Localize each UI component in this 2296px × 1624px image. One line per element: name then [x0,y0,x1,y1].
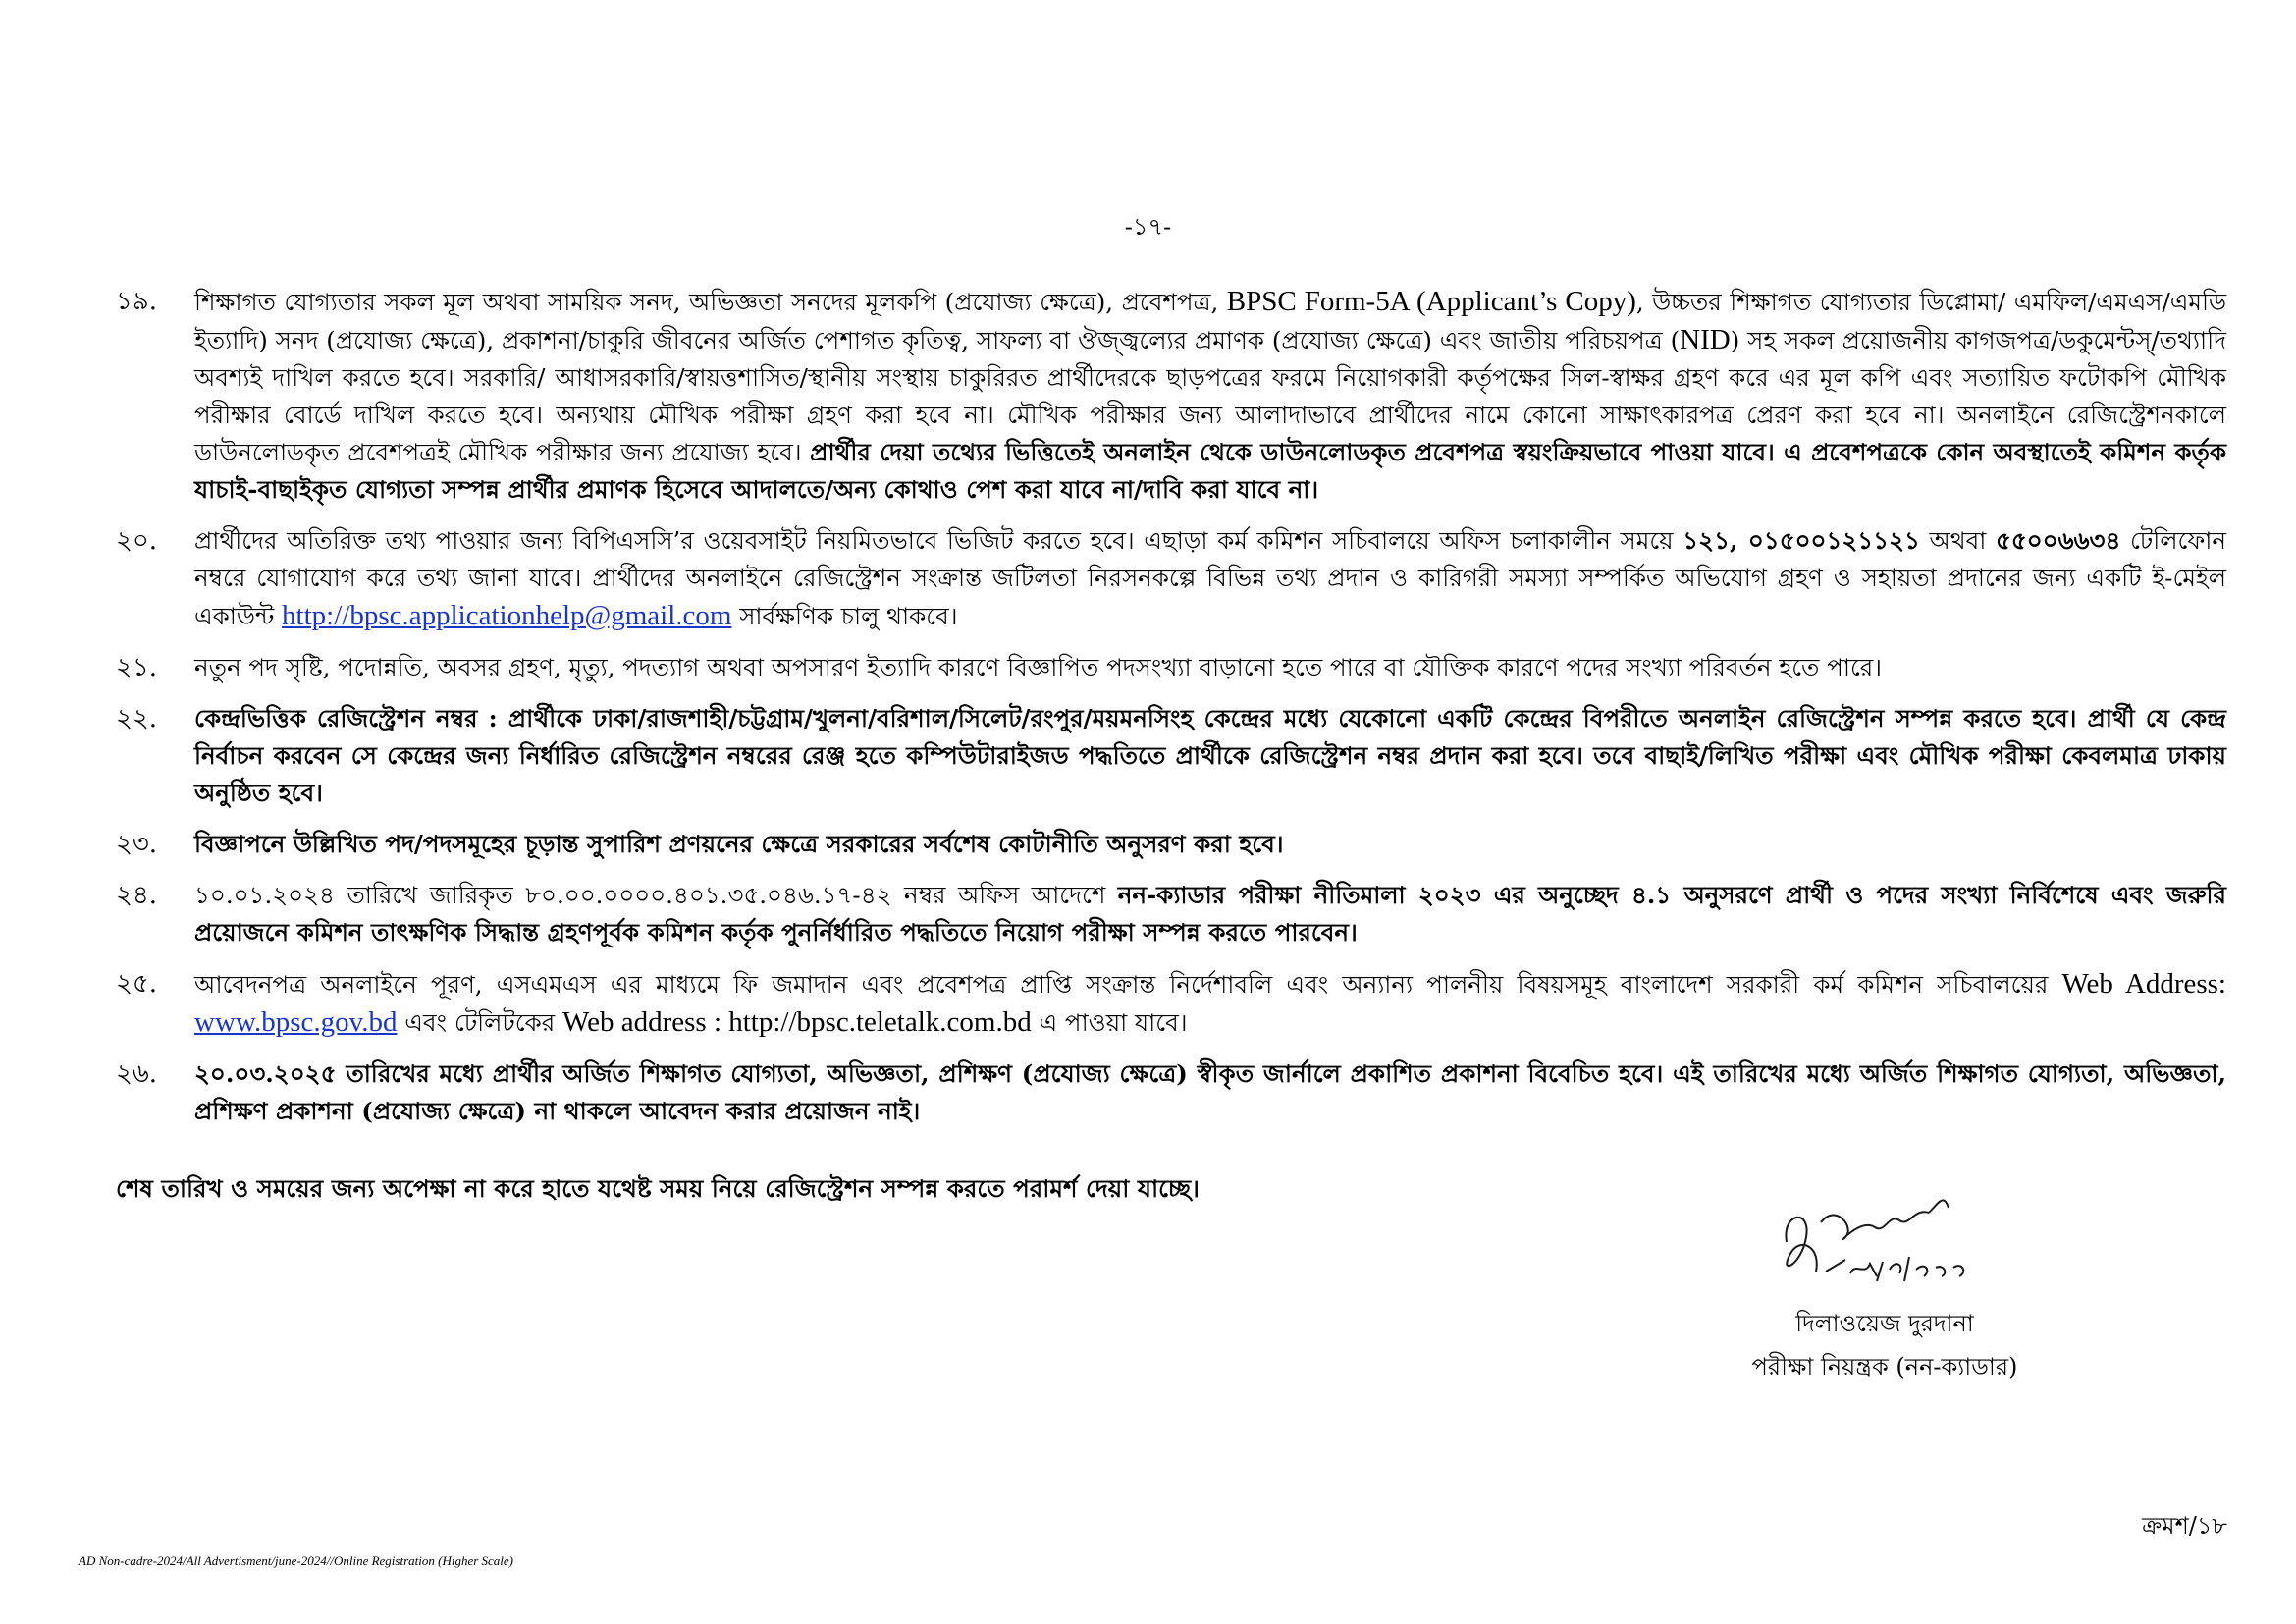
bold-text: বিজ্ঞাপনে উল্লিখিত পদ/পদসমূহের চূড়ান্ত সুপারিশ প্রণয়নের ক্ষেত্রে সরকারের সর্বশেষ কোটানীতি অনুসরণ করা হবে। [194,830,1284,858]
list-item [116,965,2226,1042]
item-number: ২০. [116,526,158,556]
handwritten-signature [1767,1183,1983,1301]
page-number: -১৭- [1124,213,1172,241]
body-text: শিক্ষাগত যোগ্যতার সকল মূল অথবা সাময়িক সনদ, অভিজ্ঞতা সনদের মূলকপি (প্রযোজ্য ক্ষেত্রে), প্রবেশপত্র, [194,288,1227,316]
document-path-footer: AD Non-cadre-2024/All Advertisment/june-2024//Online Registration (Higher Scale) [79,1553,514,1568]
list-item [116,826,2226,863]
bold-text: কেন্দ্রভিত্তিক রেজিস্ট্রেশন নম্বর : প্রার্থীকে ঢাকা/রাজশাহী/চট্টগ্রাম/খুলনা/বরিশাল/সিলেট/রংপুর/ময়মনসিংহ কেন্দ্রের মধ্যে যেকোনো একটি কেন্দ্রের বিপরীতে অনলাইন রেজিস্ট্রেশন সম্পন্ন করতে হবে। প্রার্থী যে কেন্দ্র নির্বাচন করবেন সে কেন্দ্রের জন্য নির্ধারিত রেজিস্ট্রেশন নম্বরের রেঞ্জ হতে কম্পিউটারাইজড পদ্ধতিতে প্রার্থীকে রেজিস্ট্রেশন নম্বর প্রদান করা হবে। তবে বাছাই/লিখিত পরীক্ষা এবং মৌখিক পরীক্ষা কেবলমাত্র ঢাকায় অনুষ্ঠিত হবে। [194,704,2226,807]
bold-text: প্রার্থীর দেয়া তথ্যের ভিত্তিতেই অনলাইন থেকে ডাউনলোডকৃত প্রবেশপত্র স্বয়ংক্রিয়ভাবে পাওয়া যাবে। এ প্রবেশপত্রকে কোন অবস্থাতেই কমিশন কর্তৃক যাচাই-বাছাইকৃত যোগ্যতা সম্পন্ন প্রার্থীর প্রমাণক হিসেবে আদালতে/অন্য কোথাও পেশ করা যাবে না/দাবি করা যাবে না। [194,438,2226,504]
list-item [116,649,2226,686]
closing-note: শেষ তারিখ ও সময়ের জন্য অপেক্ষা না করে হাতে যথেষ্ট সময় নিয়ে রেজিস্ট্রেশন সম্পন্ন করতে পরামর্শ দেয়া যাচ্ছে। [116,1174,1200,1203]
body-text: আবেদনপত্র অনলাইনে পূরণ, এসএমএস এর মাধ্যমে ফি জমাদান এবং প্রবেশপত্র প্রাপ্তি সংক্রান্ত নির্দেশাবলি এবং অন্যান্য পালনীয় বিষয়সমূহ বাংলাদেশ সরকারী কর্ম কমিশন সচিবালয়ের [194,970,2062,999]
signatory-title: পরীক্ষা নিয়ন্ত্রক (নন-ক্যাডার) [1751,1353,2018,1380]
item-number: ২৬. [116,1059,158,1089]
continued-marker: ক্রমশ/১৮ [2142,1512,2227,1540]
english-text: BPSC Form-5A (Applicant’s Copy) [1226,286,1636,317]
english-text: Web Address: [2061,968,2226,1000]
bold-text: ১২১, ০১৫০০১২১১২১ [1682,526,1920,555]
body-text: ১০.০১.২০২৪ তারিখে জারিকৃত ৮০.০০.০০০০.৪০১.৩৫.০৪৬.১৭-৪২ নম্বর অফিস আদেশে [194,881,1118,909]
item-text [194,965,2226,1042]
item-text [194,283,2226,509]
body-text: নতুন পদ সৃষ্টি, পদোন্নতি, অবসর গ্রহণ, মৃত্যু, পদত্যাগ অথবা অপসারণ ইত্যাদি কারণে বিজ্ঞাপিত পদসংখ্যা বাড়ানো হতে পারে বা যৌক্তিক কারণে পদের সংখ্যা পরিবর্তন হতে পারে। [194,653,1883,681]
list-item [116,522,2226,635]
signatory-name: দিলাওয়েজ দুরদানা [1795,1310,1974,1337]
item-text [194,877,2226,951]
list-item [116,700,2226,812]
link[interactable]: http://bpsc.applicationhelp@gmail.com [282,600,732,631]
body-text: প্রার্থীদের অতিরিক্ত তথ্য পাওয়ার জন্য বিপিএসসি’র ওয়েবসাইট নিয়মিতভাবে ভিজিট করতে হবে। এছাড়া কর্ম কমিশন সচিবালয়ে অফিস চলাকালীন সময়ে [194,526,1683,555]
body-text: টেলিফোন নম্বরে যোগাযোগ করে তথ্য জানা যাবে। প্রার্থীদের অনলাইনে রেজিস্ট্রেশন সংক্রান্ত জটিলতা নিরসনকল্পে বিভিন্ন তথ্য প্রদান ও কারিগরী সমস্যা সম্পর্কিত অভিযোগ গ্রহণ ও সহায়তা প্রদানের জন্য একটি ই-মেইল একাউন্ট [194,526,2226,630]
body-text: অথবা [1919,526,1996,555]
body-text: এবং টেলিটকের [397,1008,563,1037]
bold-text: নন-ক্যাডার পরীক্ষা নীতিমালা ২০২৩ এর অনুচ্ছেদ ৪.১ অনুসরণে প্রার্থী ও পদের সংখ্যা নির্বিশেষে এবং জরুরি প্রয়োজনে কমিশন তাৎক্ষণিক সিদ্ধান্ত গ্রহণপূর্বক কমিশন কর্তৃক পুনর্নির্ধারিত পদ্ধতিতে নিয়োগ পরীক্ষা সম্পন্ন করতে পারবেন। [194,881,2226,947]
bold-text: ২০.০৩.২০২৫ তারিখের মধ্যে প্রার্থীর অর্জিত শিক্ষাগত যোগ্যতা, অভিজ্ঞতা, প্রশিক্ষণ (প্রযোজ্য ক্ষেত্রে) স্বীকৃত জার্নালে প্রকাশিত প্রকাশনা বিবেচিত হবে। এই তারিখের মধ্যে অর্জিত শিক্ষাগত যোগ্যতা, অভিজ্ঞতা, প্রশিক্ষণ প্রকাশনা (প্রযোজ্য ক্ষেত্রে) না থাকলে আবেদন করার প্রয়োজন নাই। [194,1059,2226,1125]
list-item [116,1056,2226,1130]
list-item [116,283,2226,509]
item-number: ২৩. [116,830,158,859]
item-number: ২৫. [116,969,158,999]
item-number: ২৪. [116,881,158,910]
english-text: Web address : http://bpsc.teletalk.com.bd [562,1006,1032,1038]
item-text [194,1056,2226,1130]
item-number: ২২. [116,704,158,733]
item-number: ১৯. [116,287,158,316]
body-text: ) সহ সকল প্রয়োজনীয় কাগজপত্র/ডকুমেন্টস্/তথ্যাদি অবশ্যই দাখিল করতে হবে। সরকারি/ আধাসরকারি/স্বায়ত্তশাসিত/স্থানীয় সংস্থায় চাকুরিরত প্রার্থীদেরকে ছাড়পত্রের ফরমে নিয়োগকারী কর্তৃপক্ষের সিল-স্বাক্ষর গ্রহণ করে এর মূল কপি এবং সত্যায়িত ফটোকপি মৌখিক পরীক্ষার বোর্ডে দাখিল করতে হবে। অন্যথায় মৌখিক পরীক্ষা গ্রহণ করা হবে না। মৌখিক পরীক্ষার জন্য আলাদাভাবে প্রার্থীদের নামে কোনো সাক্ষাৎকারপত্র প্রেরণ করা হবে না। অনলাইনে রেজিস্ট্রেশনকালে ডাউনলোডকৃত প্রবেশপত্রই মৌখিক পরীক্ষার জন্য প্রযোজ্য হবে। [194,326,2226,466]
body-text: সার্বক্ষণিক চালু থাকবে। [731,602,958,630]
item-text [194,649,2226,686]
bold-text: ৫৫০০৬৬৩৪ [1996,526,2121,555]
item-text [194,700,2226,812]
item-number: ২১. [116,653,158,682]
item-text [194,826,2226,863]
instructions-list [116,283,2226,1144]
body-text: এ পাওয়া যাবে। [1031,1008,1188,1037]
list-item [116,877,2226,951]
body-text: , উচ্চতর শিক্ষাগত যোগ্যতার ডিপ্লোমা/ এমফিল/এমএস/এমডি ইত্যাদি) সনদ (প্রযোজ্য ক্ষেত্রে), প্রকাশনা/চাকুরি জীবনের অর্জিত পেশাগত কৃতিত্ব, সাফল্য বা ঔজ্জ্বল্যের প্রমাণক (প্রযোজ্য ক্ষেত্রে) এবং জাতীয় পরিচয়পত্র ( [194,288,2226,354]
item-text [194,522,2226,635]
english-text: NID [1680,324,1731,355]
link[interactable]: www.bpsc.gov.bd [194,1006,398,1038]
